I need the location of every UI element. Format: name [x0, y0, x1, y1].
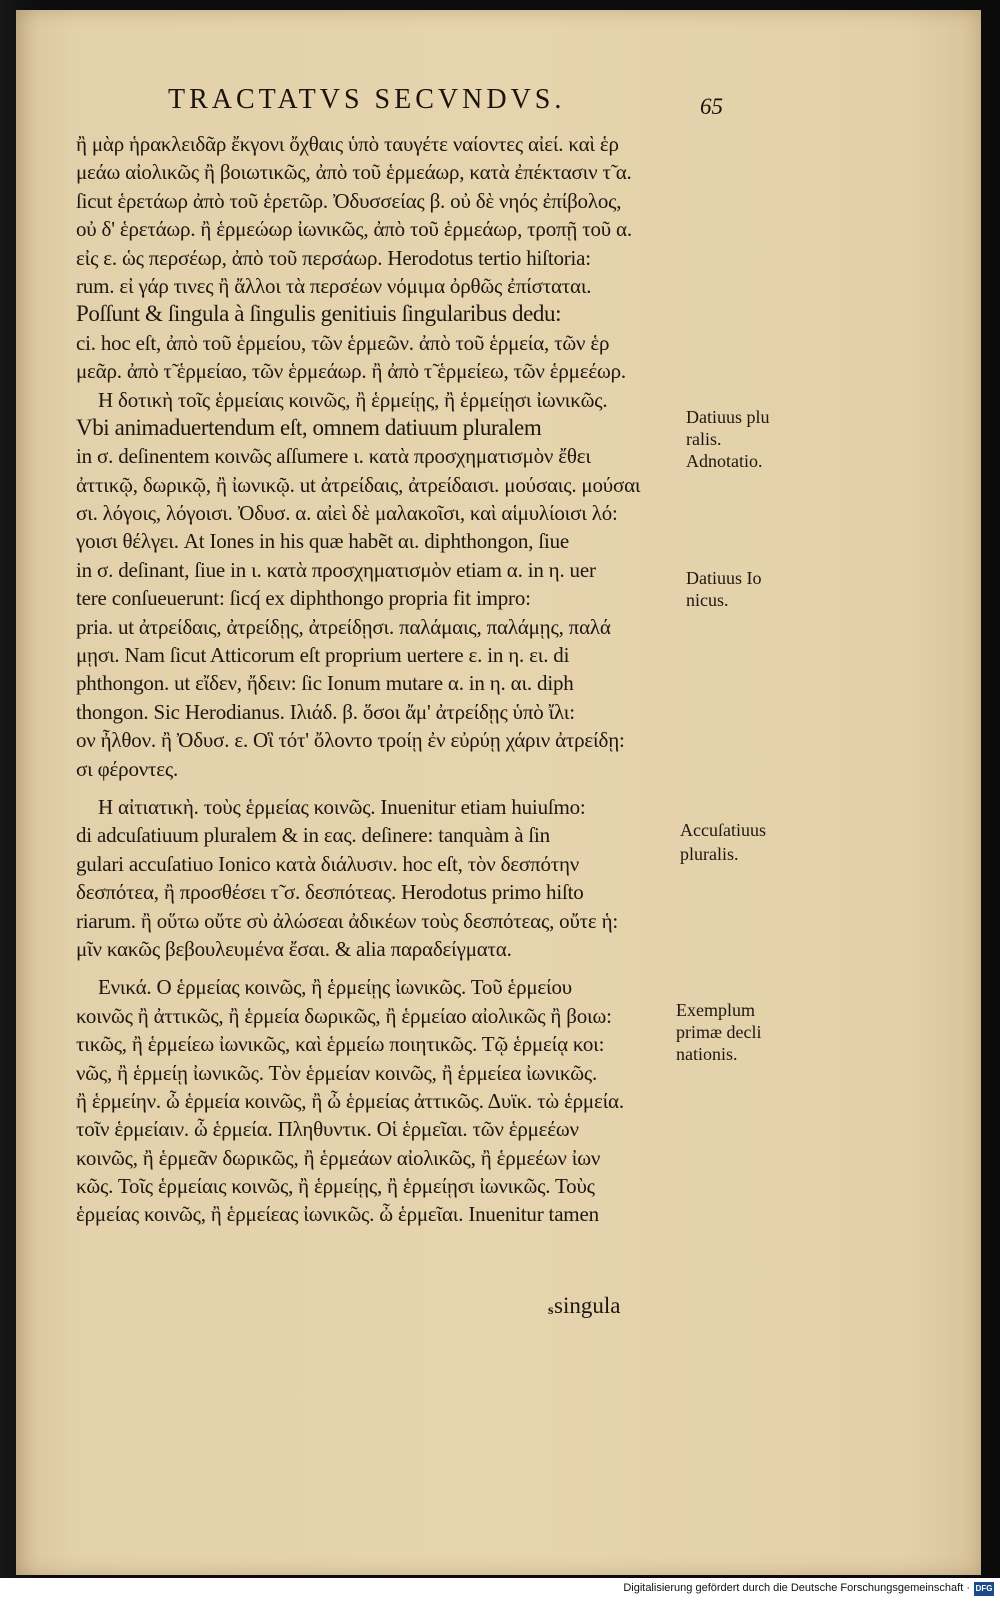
margin-note: pluralis. — [680, 844, 739, 864]
text-line: in σ. deſinant, ſiue in ι. κατὰ προσχηματισμὸν etiam α. in η. uer — [76, 557, 596, 582]
text-line: τοῖν ἑρμείαιν. ὦ ἑρμεία. Πληθυντικ. Οἱ ἑρμεῖαι. τῶν ἑρμεέων — [76, 1117, 579, 1142]
text-line: di adcuſatiuum pluralem & in εας. deſinere: tanquàm à ſin — [76, 823, 550, 848]
text-line: μῖν κακῶς βεβουλευμένα ἔσαι. & alia παραδείγματα. — [76, 936, 512, 961]
footer-bar — [0, 1578, 1000, 1603]
text-line: Ενικά. Ο ἑρμείας κοινῶς, ἢ ἑρμείῃς ἰωνικῶς. Τοῦ ἑρμείου — [98, 975, 572, 1000]
text-line: ci. hoc eſt, ἀπὸ τοῦ ἑρμείου, τῶν ἑρμεῶν. ἀπὸ τοῦ ἑρμεία, τῶν ἑρ — [76, 330, 610, 355]
margin-note: Datiuus Io — [686, 568, 762, 588]
text-line: phthongon. ut εἴδεν, ἤδειν: ſic Ionum mutare α. in η. αι. diph — [76, 671, 574, 696]
paragraph-gap — [76, 783, 694, 793]
text-line: μεάω αἰολικῶς ἢ βοιωτικῶς, ἀπὸ τοῦ ἑρμεάωρ, κατὰ ἐπέκτασιν τ̃ α. — [76, 160, 632, 185]
text-line: Η δοτικὴ τοῖς ἑρμείαις κοινῶς, ἢ ἑρμείῃς, ἢ ἑρμείῃσι ἰωνικῶς. — [98, 387, 608, 412]
text-line: κῶς. Τοῖς ἑρμείαις κοινῶς, ἢ ἑρμείῃς, ἢ ἑρμείῃσι ἰωνικῶς. Τοὺς — [76, 1174, 595, 1199]
text-line: δεσπότεα, ἢ προσθέσει τ̃ σ. δεσπότεας. Herodotus primo hiſto — [76, 880, 584, 905]
text-line: μῃσι. Nam ſicut Atticorum eſt proprium uertere ε. in η. ει. di — [76, 643, 570, 668]
main-text-column — [76, 130, 694, 1229]
text-line: ſicut ἑρετάωρ ἀπὸ τοῦ ἑρετῶρ. Ὀδυσσείας β. οὐ δὲ νηός ἐπίβολος, — [76, 188, 622, 213]
margin-note: Accuſatiuus — [680, 820, 766, 840]
text-line: in σ. deſinentem κοινῶς aſſumere ι. κατὰ προσχηματισμὸν ἔθει — [76, 444, 591, 469]
text-line: ἑρμείας κοινῶς, ἢ ἑρμείεας ἰωνικῶς. ὦ ἑρμεῖαι. Inuenitur tamen — [76, 1202, 599, 1227]
margin-note: nationis. — [676, 1044, 738, 1064]
text-line: Poſſunt & ſingula à ſingulis genitiuis ſingularibus dedu: — [76, 301, 562, 327]
footer-credit: Digitalisierung gefördert durch die Deutsche Forschungsgemeinschaft · — [623, 1582, 970, 1594]
signature-mark: s — [548, 1303, 554, 1318]
text-line: τικῶς, ἢ ἑρμείεω ἰωνικῶς, καὶ ἑρμείω ποιητικῶς. Τῷ ἑρμείᾳ κοι: — [76, 1032, 605, 1057]
text-line: γοισι θέλγει. At Iones in his quæ habẽt αι. diphthongon, ſiue — [76, 529, 570, 554]
text-line: ἢ ἑρμείην. ὦ ἑρμεία κοινῶς, ἢ ὦ ἑρμείας ἀττικῶς. Δυϊκ. τὼ ἑρμεία. — [76, 1088, 624, 1113]
folio-number: 65 — [700, 94, 723, 119]
text-line: rum. εἰ γάρ τινες ἢ ἄλλοι τὰ περσέων νόμιμα ὀρθῶς ἐπίσταται. — [76, 273, 592, 298]
margin-note: Adnotatio. — [686, 451, 763, 471]
text-line: νῶς, ἢ ἑρμείῃ ἰωνικῶς. Τὸν ἑρμείαν κοινῶς, ἢ ἑρμείεα ἰωνικῶς. — [76, 1060, 598, 1085]
page-content — [16, 10, 981, 1575]
margin-note: Exemplum — [676, 1000, 755, 1020]
text-line: εἰς ε. ὡς περσέωρ, ἀπὸ τοῦ περσάωρ. Herodotus tertio hiſtoria: — [76, 245, 591, 270]
text-line: thongon. Sic Herodianus. Ιλιάδ. β. ὅσοι ἄμ' ἀτρείδῃς ὑπὸ ἴλι: — [76, 699, 575, 724]
text-line: gulari accuſatiuo Ionico κατὰ διάλυσιν. hoc eſt, τὸν δεσπότην — [76, 851, 580, 876]
catchword: singula — [554, 1293, 621, 1318]
margin-note: primæ decli — [676, 1022, 762, 1042]
book-page — [16, 10, 981, 1575]
text-line: οὐ δ' ἑρετάωρ. ἢ ἑρμεώωρ ἰωνικῶς, ἀπὸ τοῦ ἑρμεάωρ, τροπῇ τοῦ α. — [76, 217, 632, 242]
margin-note: ralis. — [686, 429, 722, 449]
text-line: Vbi animaduertendum eſt, omnem datiuum pluralem — [76, 414, 542, 440]
text-line: κοινῶς ἢ ἀττικῶς, ἢ ἑρμεία δωρικῶς, ἢ ἑρμείαο αἰολικῶς ἢ βοιω: — [76, 1003, 612, 1028]
paragraph-gap — [76, 963, 694, 973]
text-line: μεᾶρ. ἀπὸ τ̃ ἑρμείαο, τῶν ἑρμεάωρ. ἢ ἀπὸ τ̃ ἑρμείεω, τῶν ἑρμεέωρ. — [76, 359, 626, 384]
margin-note: Datiuus plu — [686, 407, 770, 427]
text-line: σι. λόγοις, λόγοισι. Ὀδυσ. α. αἰεὶ δὲ μαλακοῖσι, καὶ αἱμυλίοισι λό: — [76, 501, 618, 526]
text-line: ἢ μὰρ ἡρακλειδᾶρ ἔκγονι ὄχθαις ὑπὸ ταυγέτε ναίοντες αἰεί. καὶ ἑρ — [76, 132, 619, 156]
text-line: ον ἦλθον. ἢ Ὀδυσ. ε. Οἳ τότ' ὄλοντο τροίῃ ἐν εὐρύῃ χάριν ἀτρείδῃ: — [76, 728, 625, 753]
running-head: TRACTATVS SECVNDVS. — [168, 84, 566, 115]
text-line: σι φέροντες. — [76, 756, 179, 781]
text-line: tere conſueuerunt: ſicq́ ex diphthongo propria fit impro: — [76, 586, 531, 611]
text-line: riarum. ἢ οὕτω οὔτε σὺ ἀλώσεαι ἀδικέων τοὺς δεσπότεας, οὔτε ἡ: — [76, 908, 618, 933]
margin-note: nicus. — [686, 590, 729, 610]
text-line: pria. ut ἀτρείδαις, ἀτρείδῃς, ἀτρείδῃσι. παλάμαις, παλάμῃς, παλά — [76, 614, 611, 639]
text-line: ἀττικῷ, δωρικῷ, ἢ ἰωνικῷ. ut ἀτρείδαις, ἀτρείδαισι. μούσαις. μούσαι — [76, 472, 641, 497]
text-line: Η αἰτιατικὴ. τοὺς ἑρμείας κοινῶς. Inuenitur etiam huiuſmo: — [98, 794, 586, 819]
text-line: κοινῶς, ἢ ἑρμεᾶν δωρικῶς, ἢ ἑρμεάων αἰολικῶς, ἢ ἑρμεέων ἰων — [76, 1145, 601, 1170]
dfg-logo-icon: DFG — [974, 1582, 994, 1596]
